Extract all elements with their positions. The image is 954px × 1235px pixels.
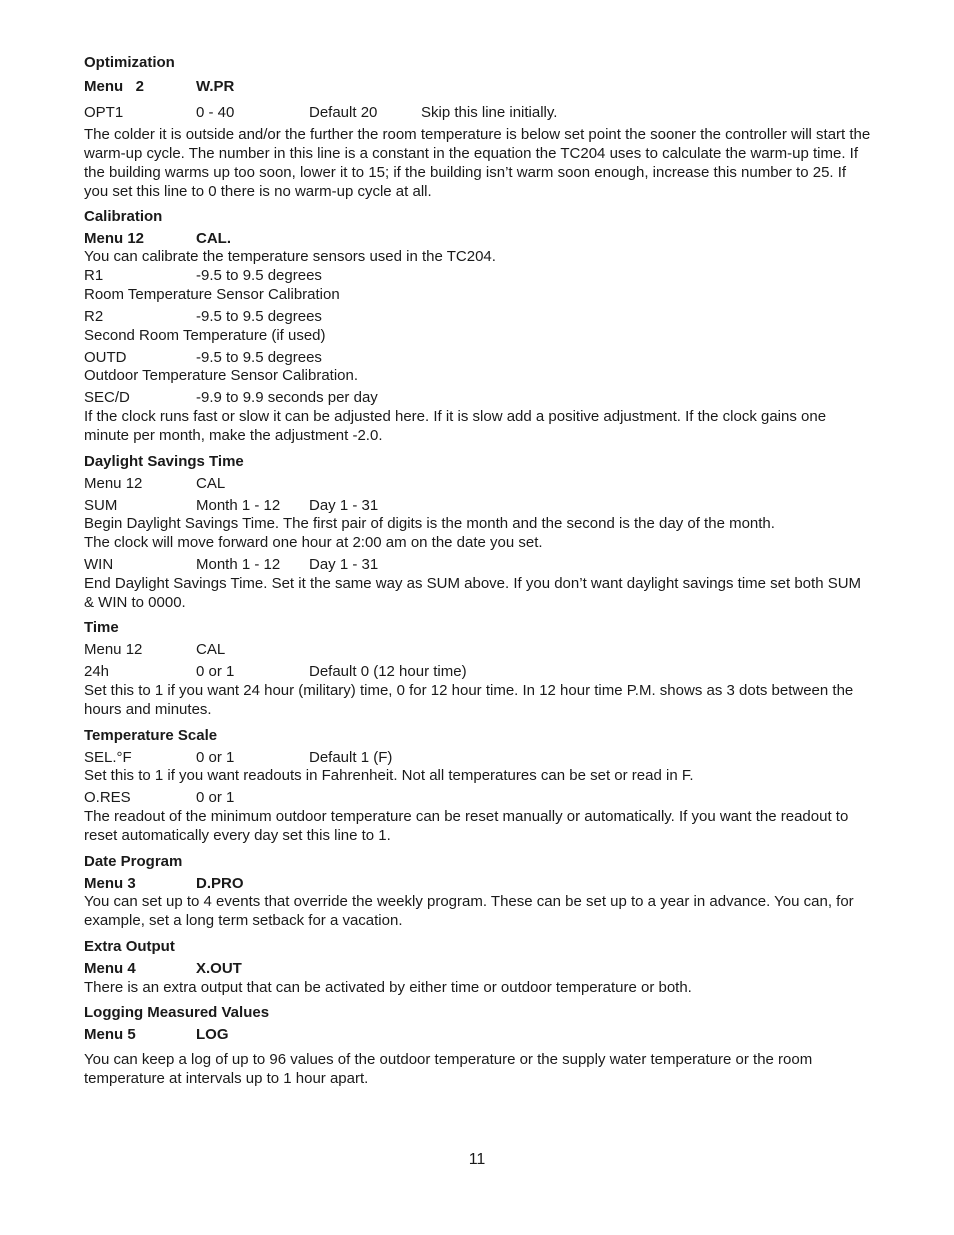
menu-row-time — [84, 640, 874, 659]
setting-desc-24h: Set this to 1 if you want 24 hour (military) time, 0 for 12 hour time. In 12 hour time P.M. shows as 3 dots between the hours and minutes. — [84, 682, 854, 718]
setting-name: OUTD — [84, 349, 127, 366]
setting-name: SEC/D — [84, 389, 130, 406]
setting-row-r1 — [84, 266, 874, 285]
menu-number: Menu 2 — [84, 78, 145, 95]
setting-row-self — [84, 748, 874, 767]
setting-name: SEL.°F — [84, 749, 132, 766]
setting-name: SUM — [84, 497, 118, 514]
page-number: 11 — [468, 1151, 486, 1168]
section-heading-temperature-scale: Temperature Scale — [84, 727, 218, 744]
setting-range: 0 or 1 — [196, 749, 235, 766]
setting-row-24h — [84, 662, 874, 681]
setting-desc-sum-1: Begin Daylight Savings Time. The first pair of digits is the month and the second is the day of the month. — [84, 515, 775, 532]
setting-range: 0 - 40 — [196, 104, 235, 121]
setting-day: Day 1 - 31 — [309, 556, 379, 573]
menu-number: Menu 12 — [84, 641, 143, 658]
menu-row-logging — [84, 1025, 874, 1044]
menu-row-calibration — [84, 229, 874, 248]
setting-default: Default 20 — [309, 104, 378, 121]
setting-range: 0 or 1 — [196, 789, 235, 806]
setting-desc-r2: Second Room Temperature (if used) — [84, 327, 326, 344]
setting-desc-self: Set this to 1 if you want readouts in Fahrenheit. Not all temperatures can be set or read in F. — [84, 767, 694, 784]
paragraph-logging: You can keep a log of up to 96 values of the outdoor temperature or the supply water temperature or the room temperature at intervals up to 1 hour apart. — [84, 1051, 813, 1087]
section-heading-time: Time — [84, 619, 119, 636]
menu-code: CAL — [196, 641, 226, 658]
setting-row-win — [84, 555, 874, 574]
menu-row-extra-output — [84, 959, 874, 978]
setting-desc-sum-2: The clock will move forward one hour at 2:00 am on the date you set. — [84, 534, 543, 551]
menu-row-optimization — [84, 77, 874, 96]
paragraph-optimization: The colder it is outside and/or the further the room temperature is below set point the sooner the controller will start the warm-up cycle. The number in this line is a constant in the equation the TC204 uses to calculate the warm-up time. If the building warms up too soon, lower it to 15; if the building isn’t warm soon enough, increase this number to 25. If you set this line to 0 there is no warm-up cycle at all. — [84, 126, 871, 200]
setting-name: WIN — [84, 556, 114, 573]
setting-row-outd — [84, 348, 874, 367]
menu-number: Menu 3 — [84, 875, 136, 892]
setting-name: OPT1 — [84, 104, 124, 121]
section-heading-logging: Logging Measured Values — [84, 1004, 270, 1021]
calibration-intro: You can calibrate the temperature sensors used in the TC204. — [84, 248, 496, 265]
setting-default: Default 1 (F) — [309, 749, 393, 766]
setting-range: -9.9 to 9.9 seconds per day — [196, 389, 378, 406]
menu-number: Menu 4 — [84, 960, 136, 977]
menu-code: D.PRO — [196, 875, 244, 892]
paragraph-extra-output: There is an extra output that can be activated by either time or outdoor temperature or both. — [84, 979, 692, 996]
setting-row-secd — [84, 388, 874, 407]
menu-number: Menu 5 — [84, 1026, 136, 1043]
setting-row-r2 — [84, 307, 874, 326]
paragraph-date-program: You can set up to 4 events that override the weekly program. These can be set up to a year in advance. You can, for example, set a long term setback for a vacation. — [84, 893, 854, 929]
menu-number: Menu 12 — [84, 230, 145, 247]
section-heading-optimization: Optimization — [84, 54, 175, 71]
setting-day: Day 1 - 31 — [309, 497, 379, 514]
menu-code: W.PR — [196, 78, 235, 95]
section-heading-calibration: Calibration — [84, 208, 163, 225]
setting-row-sum — [84, 496, 874, 515]
setting-desc-r1: Room Temperature Sensor Calibration — [84, 286, 340, 303]
setting-range: -9.5 to 9.5 degrees — [196, 267, 322, 284]
setting-name: R2 — [84, 308, 104, 325]
section-heading-date-program: Date Program — [84, 853, 183, 870]
setting-name: R1 — [84, 267, 104, 284]
setting-row-ores — [84, 788, 874, 807]
setting-note: Skip this line initially. — [421, 104, 558, 121]
setting-desc-outd: Outdoor Temperature Sensor Calibration. — [84, 367, 359, 384]
setting-range: -9.5 to 9.5 degrees — [196, 308, 322, 325]
menu-code: LOG — [196, 1026, 229, 1043]
setting-desc-secd: If the clock runs fast or slow it can be adjusted here. If it is slow add a positive adjustment. If the clock gains one minute per month, make the adjustment -2.0. — [84, 408, 827, 444]
setting-name: O.RES — [84, 789, 131, 806]
setting-name: 24h — [84, 663, 110, 680]
menu-row-daylight — [84, 474, 874, 493]
setting-desc-ores: The readout of the minimum outdoor temperature can be reset manually or automatically. If you want the readout to reset automatically every day set this line to 1. — [84, 808, 849, 844]
menu-code: CAL. — [196, 230, 231, 247]
menu-row-date-program — [84, 874, 874, 893]
section-heading-daylight: Daylight Savings Time — [84, 453, 244, 470]
setting-default: Default 0 (12 hour time) — [309, 663, 467, 680]
menu-code: CAL — [196, 475, 226, 492]
setting-row-opt1 — [84, 103, 874, 122]
menu-number: Menu 12 — [84, 475, 143, 492]
setting-range: -9.5 to 9.5 degrees — [196, 349, 322, 366]
setting-range: 0 or 1 — [196, 663, 235, 680]
setting-desc-win: End Daylight Savings Time. Set it the same way as SUM above. If you don’t want daylight savings time set both SUM & WIN to 0000. — [84, 575, 862, 611]
setting-month: Month 1 - 12 — [196, 556, 281, 573]
menu-code: X.OUT — [196, 960, 242, 977]
section-heading-extra-output: Extra Output — [84, 938, 175, 955]
setting-month: Month 1 - 12 — [196, 497, 281, 514]
